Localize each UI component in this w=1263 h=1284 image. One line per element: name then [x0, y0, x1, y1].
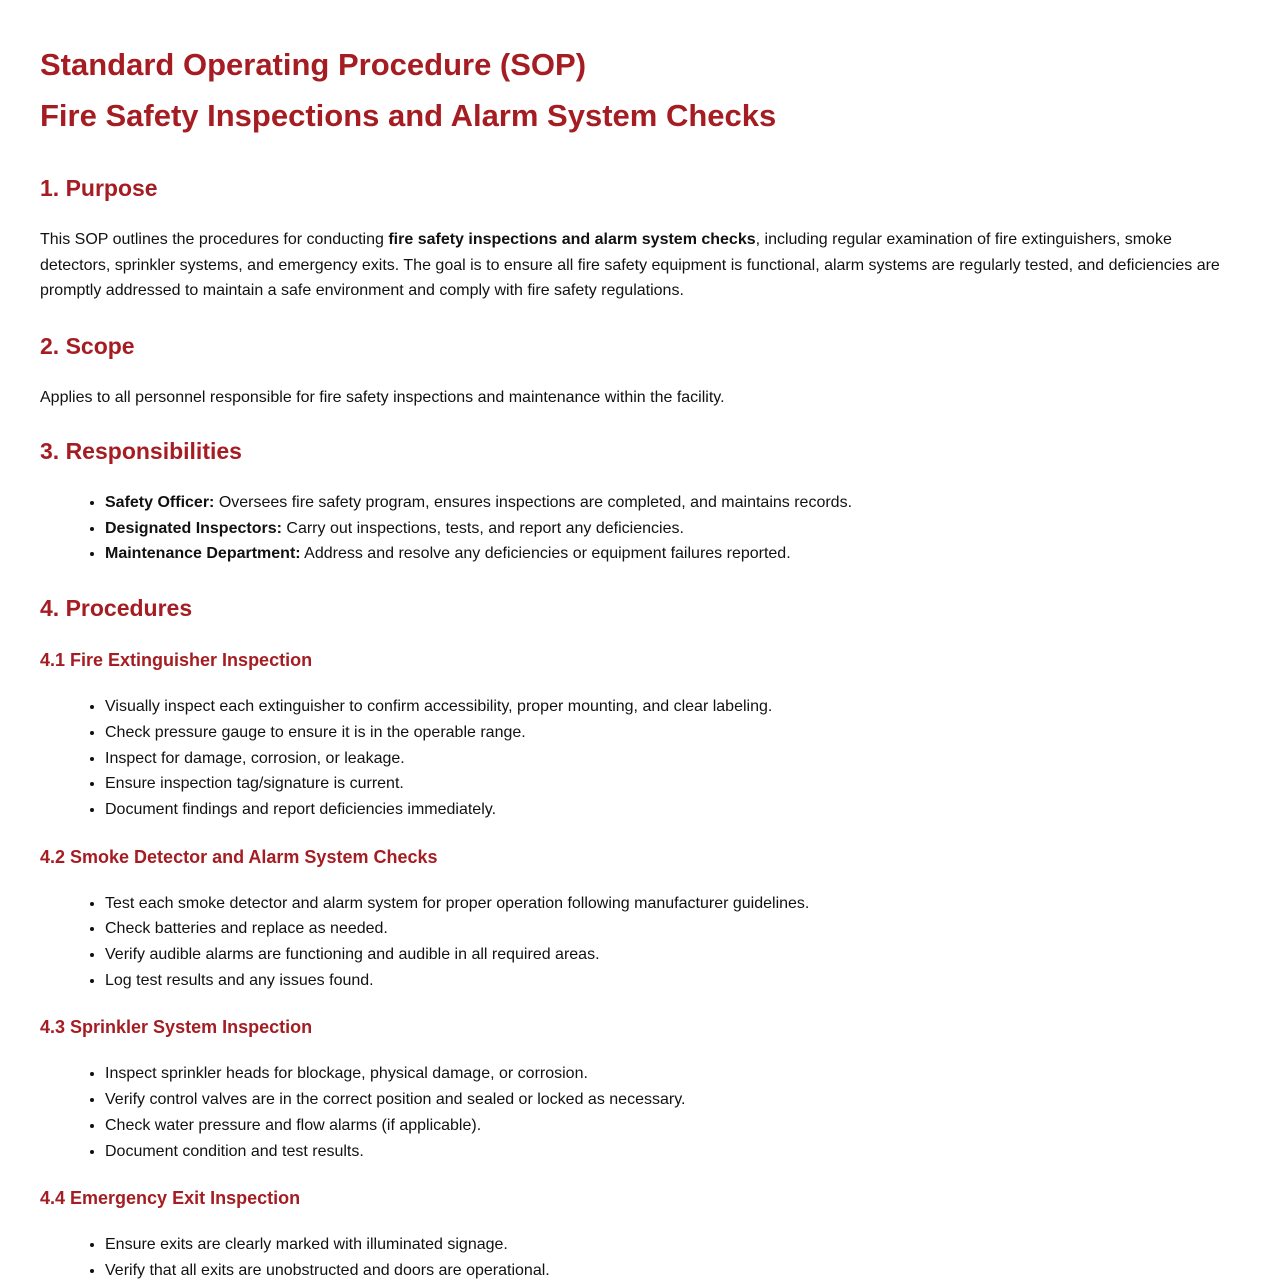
list-item: • Document condition and test results. [105, 1139, 1223, 1165]
responsibility-desc: Carry out inspections, tests, and report any deficiencies. [281, 519, 684, 537]
responsibility-item-designated-inspectors [105, 516, 1223, 542]
purpose-text-start: This SOP outlines the procedures for conducting [40, 231, 389, 248]
procedure-heading-smoke-detector: 4.2 Smoke Detector and Alarm System Checks [40, 846, 438, 867]
procedure-heading-emergency-exit: 4.4 Emergency Exit Inspection [40, 1188, 301, 1209]
list-item: • Inspect for damage, corrosion, or leakage. [105, 746, 1223, 772]
fire-extinguisher-steps [40, 694, 1223, 823]
scope-paragraph: Applies to all personnel responsible for fire safety inspections and maintenance within the facility. [40, 388, 725, 406]
list-item: • Document findings and report deficiencies immediately. [105, 797, 1223, 823]
responsibility-desc: Address and resolve any deficiencies or equipment failures reported. [300, 545, 791, 563]
smoke-detector-steps [40, 891, 1223, 994]
document-title [40, 0, 1223, 141]
list-item: • Ensure inspection tag/signature is current. [105, 771, 1223, 797]
procedure-heading-fire-extinguisher: 4.1 Fire Extinguisher Inspection [40, 650, 313, 671]
list-item: • Check water pressure and flow alarms (if applicable). [105, 1113, 1223, 1139]
list-item: • Visually inspect each extinguisher to confirm accessibility, proper mounting, and clear labeling. [105, 694, 1223, 720]
responsibilities-list [40, 490, 1223, 567]
responsibility-role: Designated Inspectors: [105, 519, 282, 537]
list-item: • Check batteries and replace as needed. [105, 916, 1223, 942]
list-item: • Verify that all exits are unobstructed and doors are operational. [105, 1258, 1223, 1284]
responsibility-role: Maintenance Department: [105, 545, 301, 563]
list-item: • Verify audible alarms are functioning and audible in all required areas. [105, 942, 1223, 968]
responsibility-role: Safety Officer: [105, 494, 215, 511]
title-line-1: Standard Operating Procedure (SOP) [40, 47, 587, 82]
purpose-heading: 1. Purpose [40, 175, 158, 201]
responsibility-item-maintenance-department [105, 541, 1223, 567]
responsibility-desc: Oversees fire safety program, ensures inspections are completed, and maintains records. [214, 494, 853, 511]
purpose-text-bold: fire safety inspections and alarm system checks [388, 231, 756, 248]
list-item: • Ensure exits are clearly marked with illuminated signage. [105, 1232, 1223, 1258]
list-item: • Verify control valves are in the correct position and sealed or locked as necessary. [105, 1087, 1223, 1113]
procedure-heading-sprinkler: 4.3 Sprinkler System Inspection [40, 1017, 313, 1038]
purpose-text-end: , including regular examination of fire extinguishers, smoke detectors, sprinkler systems, and emergency exits. The goal is to ensure all fire safety equipment is functional, alarm systems are regularly tested, and deficiencies are promptly addressed to maintain a safe environment and comply with fire safety regulations. [40, 231, 1220, 299]
procedures-heading: 4. Procedures [40, 595, 193, 622]
list-item: • Check pressure gauge to ensure it is in the operable range. [105, 720, 1223, 746]
title-line-2: Fire Safety Inspections and Alarm System Checks [40, 98, 777, 133]
responsibilities-heading: 3. Responsibilities [40, 438, 242, 464]
sprinkler-steps [40, 1061, 1223, 1164]
list-item: • Inspect sprinkler heads for blockage, physical damage, or corrosion. [105, 1061, 1223, 1087]
scope-heading: 2. Scope [40, 332, 135, 359]
list-item: • Test each smoke detector and alarm system for proper operation following manufacturer guidelines. [105, 891, 1223, 917]
purpose-paragraph [40, 227, 1223, 304]
emergency-exit-steps [40, 1232, 1223, 1283]
list-item: • Log test results and any issues found. [105, 968, 1223, 994]
responsibility-item-safety-officer [105, 490, 1223, 516]
